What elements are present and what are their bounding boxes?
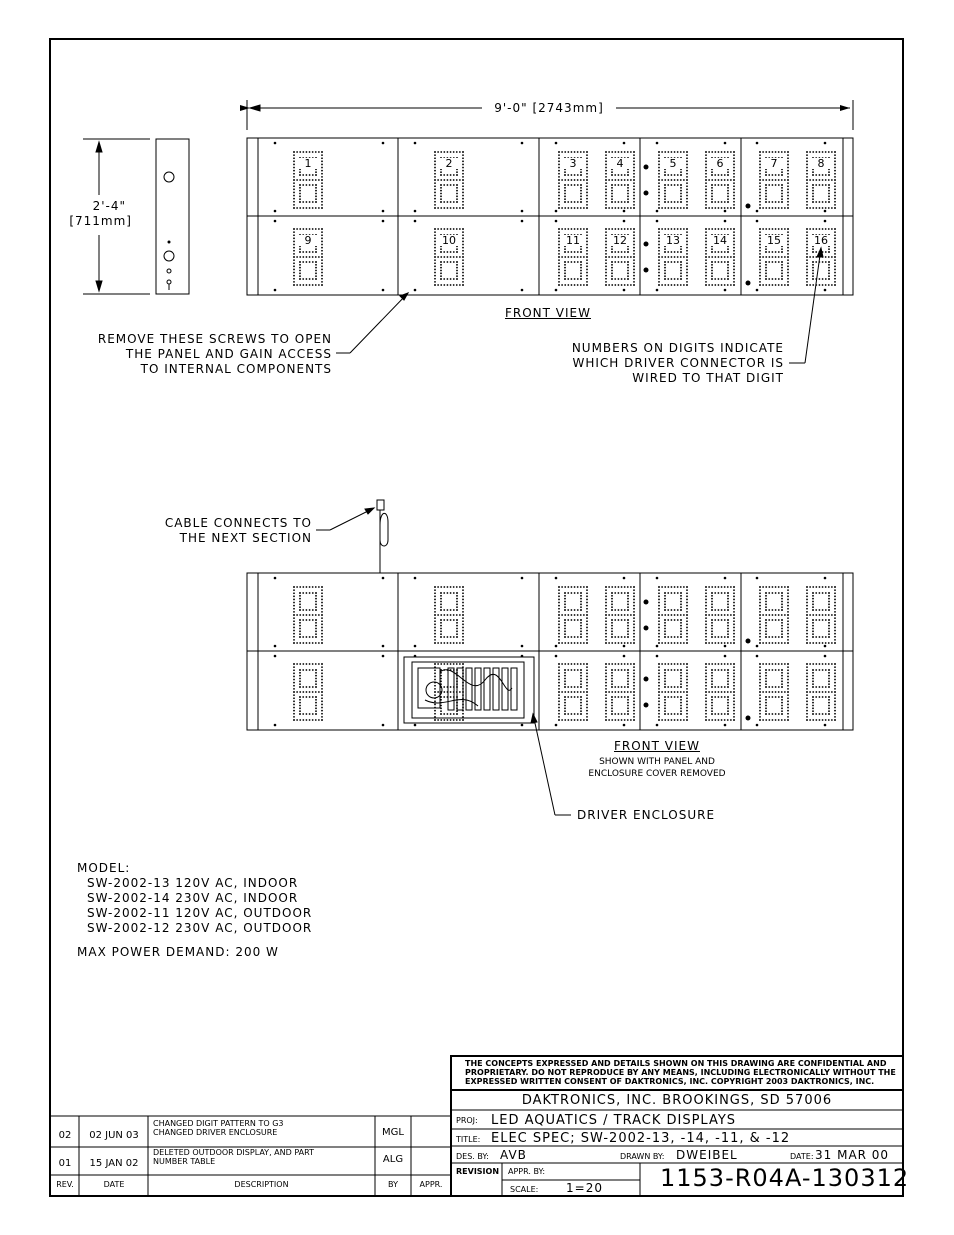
title-label: TITLE: (456, 1135, 481, 1144)
screw-1-7-b (724, 289, 727, 292)
screw-3-0-b (274, 724, 277, 727)
fv2-digit-top-4 (605, 586, 635, 644)
screw-3-4-a (555, 655, 558, 658)
screw-1-9-a (824, 220, 827, 223)
panel-screws (274, 142, 827, 727)
note-screws-1: REMOVE THESE SCREWS TO OPEN (97, 332, 332, 346)
screw-2-9-b (824, 645, 827, 648)
colon-dot-4 (644, 600, 649, 605)
date-label: DATE: (790, 1152, 814, 1161)
front-view-2-sub-2: ENCLOSURE COVER REMOVED (588, 769, 726, 779)
screw-3-2-b (414, 724, 417, 727)
rev-row-2-rev: 01 (58, 1158, 72, 1169)
screw-0-0-b (274, 210, 277, 213)
height-dimension-ft: 2'-4" (92, 199, 126, 213)
note-numbers-1: NUMBERS ON DIGITS INDICATE (571, 341, 784, 355)
screw-3-3-b (521, 724, 524, 727)
digit-number-11: 11 (562, 235, 584, 246)
screw-3-8-a (756, 655, 759, 658)
company-line: DAKTRONICS, INC. BROOKINGS, SD 57006 (521, 1093, 833, 1108)
driver-connector-5 (484, 668, 490, 710)
screw-1-8-a (756, 220, 759, 223)
digit-number-2: 2 (438, 158, 460, 169)
screw-0-5-b (623, 210, 626, 213)
screw-0-2-a (414, 142, 417, 145)
screw-3-4-b (555, 724, 558, 727)
screw-2-0-b (274, 645, 277, 648)
digit-number-4: 4 (609, 158, 631, 169)
rev-header-description: DESCRIPTION (234, 1180, 289, 1189)
rev-row-2-by: ALG (382, 1154, 404, 1165)
rev-row-1-by: MGL (382, 1127, 404, 1138)
screw-3-5-b (623, 724, 626, 727)
screw-0-7-a (724, 142, 727, 145)
screw-0-7-b (724, 210, 727, 213)
fv2-digit-bottom-7 (759, 663, 789, 721)
screw-3-6-a (656, 655, 659, 658)
rev-row-1-date: 02 JUN 03 (89, 1130, 139, 1141)
fv2-digit-top-6 (705, 586, 735, 644)
scale-value: 1=20 (566, 1181, 603, 1195)
screw-3-7-a (724, 655, 727, 658)
rev-header-date: DATE (103, 1180, 125, 1189)
screw-0-8-a (756, 142, 759, 145)
screw-2-2-a (414, 577, 417, 580)
driver-connector-1 (448, 668, 454, 710)
screw-1-6-b (656, 289, 659, 292)
screw-3-7-b (724, 724, 727, 727)
model-line-3: SW-2002-11 120V AC, OUTDOOR (87, 906, 313, 920)
screw-2-4-b (555, 645, 558, 648)
colon-dot-3 (644, 268, 649, 273)
screw-0-9-a (824, 142, 827, 145)
screw-2-8-b (756, 645, 759, 648)
screw-2-7-a (724, 577, 727, 580)
screw-1-2-b (414, 289, 417, 292)
colon-dot-7 (644, 703, 649, 708)
screw-3-0-a (274, 655, 277, 658)
screw-1-5-a (623, 220, 626, 223)
screw-2-1-a (382, 577, 385, 580)
screw-0-8-b (756, 210, 759, 213)
screw-1-7-a (724, 220, 727, 223)
screw-0-2-b (414, 210, 417, 213)
model-heading: MODEL: (77, 861, 131, 875)
screw-2-8-a (756, 577, 759, 580)
decimal-dot-0 (746, 204, 751, 209)
screw-2-6-b (656, 645, 659, 648)
screw-0-0-a (274, 142, 277, 145)
colon-dot-5 (644, 626, 649, 631)
digit-number-7: 7 (763, 158, 785, 169)
title-value: ELEC SPEC; SW-2002-13, -14, -11, & -12 (491, 1131, 791, 1146)
proj-label: PROJ: (456, 1116, 478, 1125)
digit-number-16: 16 (810, 235, 832, 246)
screw-2-7-b (724, 645, 727, 648)
screw-3-9-a (824, 655, 827, 658)
screw-1-3-a (521, 220, 524, 223)
screw-3-6-b (656, 724, 659, 727)
screw-0-9-b (824, 210, 827, 213)
drawn-label: DRAWN BY: (620, 1152, 665, 1161)
screw-2-5-b (623, 645, 626, 648)
digit-number-9: 9 (297, 235, 319, 246)
fv2-digit-top-8 (806, 586, 836, 644)
fv2-digit-top-7 (759, 586, 789, 644)
screw-2-5-a (623, 577, 626, 580)
screw-2-3-b (521, 645, 524, 648)
screw-0-1-b (382, 210, 385, 213)
model-line-1: SW-2002-13 120V AC, INDOOR (87, 876, 299, 890)
revision-label: REVISION (456, 1167, 500, 1176)
scale-label: SCALE: (510, 1185, 539, 1194)
model-line-2: SW-2002-14 230V AC, INDOOR (87, 891, 299, 905)
screw-3-8-b (756, 724, 759, 727)
digit-number-1: 1 (297, 158, 319, 169)
rev-row-2-date: 15 JAN 02 (89, 1158, 139, 1169)
rev-row-1-rev: 02 (58, 1130, 72, 1141)
colon-dot-0 (644, 165, 649, 170)
screw-3-1-a (382, 655, 385, 658)
colon-dot-2 (644, 242, 649, 247)
digit-number-3: 3 (562, 158, 584, 169)
fv2-digit-bottom-8 (806, 663, 836, 721)
width-dimension-label: 9'-0" [2743mm] (494, 101, 604, 115)
date-value: 31 MAR 00 (815, 1148, 890, 1162)
model-line-4: SW-2002-12 230V AC, OUTDOOR (87, 921, 313, 935)
note-screws-3: TO INTERNAL COMPONENTS (140, 362, 332, 376)
digit-number-8: 8 (810, 158, 832, 169)
screw-1-9-b (824, 289, 827, 292)
front-view-2-sub-1: SHOWN WITH PANEL AND (599, 757, 715, 767)
digit-number-10: 10 (438, 235, 460, 246)
fv2-digit-bottom-4 (605, 663, 635, 721)
screw-0-3-a (521, 142, 524, 145)
screw-2-0-a (274, 577, 277, 580)
screw-2-6-a (656, 577, 659, 580)
driver-connector-2 (457, 668, 463, 710)
fv2-digit-bottom-3 (558, 663, 588, 721)
screw-1-5-b (623, 289, 626, 292)
note-screws-2: THE PANEL AND GAIN ACCESS (125, 347, 332, 361)
screw-0-1-a (382, 142, 385, 145)
fv2-digit-bottom-5 (658, 663, 688, 721)
digit-number-12: 12 (609, 235, 631, 246)
digit-number-15: 15 (763, 235, 785, 246)
screw-1-1-b (382, 289, 385, 292)
confidential-2: PROPRIETARY. DO NOT REPRODUCE BY ANY MEANS, INCLUDING ELECTRONICALLY WITHOUT THE (465, 1068, 896, 1077)
digit-number-6: 6 (709, 158, 731, 169)
front-view-1-label: FRONT VIEW (504, 306, 591, 320)
note-numbers-2: WHICH DRIVER CONNECTOR IS (572, 356, 784, 370)
screw-2-3-a (521, 577, 524, 580)
screw-3-9-b (824, 724, 827, 727)
des-label: DES. BY: (456, 1152, 489, 1161)
screw-0-4-a (555, 142, 558, 145)
front-view-2-label: FRONT VIEW (613, 739, 700, 753)
screw-1-6-a (656, 220, 659, 223)
fv2-digit-bottom-1 (293, 663, 323, 721)
confidential-3: EXPRESSED WRITTEN CONSENT OF DAKTRONICS, INC. COPYRIGHT 2003 DAKTRONICS, INC. (465, 1077, 875, 1086)
note-numbers-3: WIRED TO THAT DIGIT (632, 371, 784, 385)
fv2-digit-top-3 (558, 586, 588, 644)
colon-dot-6 (644, 677, 649, 682)
fv2-digit-top-1 (293, 586, 323, 644)
decimal-dot-2 (746, 639, 751, 644)
screw-0-6-b (656, 210, 659, 213)
screw-3-1-b (382, 724, 385, 727)
front-view-2-panels (247, 500, 853, 730)
rev-header-rev: REV. (56, 1180, 74, 1189)
screw-2-1-b (382, 645, 385, 648)
des-value: AVB (500, 1148, 527, 1162)
screw-0-3-b (521, 210, 524, 213)
screw-2-2-b (414, 645, 417, 648)
rev-row-1-desc-1: CHANGED DIGIT PATTERN TO G3 (153, 1119, 284, 1128)
digit-number-13: 13 (662, 235, 684, 246)
screw-1-4-b (555, 289, 558, 292)
screw-1-1-a (382, 220, 385, 223)
fv2-digit-top-2 (434, 586, 464, 644)
screw-3-5-a (623, 655, 626, 658)
fv2-digit-top-5 (658, 586, 688, 644)
rev-row-1-desc-2: CHANGED DRIVER ENCLOSURE (153, 1128, 278, 1137)
front-view-1-digits (293, 151, 836, 286)
decimal-dot-1 (746, 281, 751, 286)
height-dimension-mm: [711mm] (69, 214, 132, 228)
screw-1-0-a (274, 220, 277, 223)
max-power: MAX POWER DEMAND: 200 W (77, 945, 279, 959)
screw-1-8-b (756, 289, 759, 292)
drawn-value: DWEIBEL (676, 1148, 738, 1162)
screw-0-6-a (656, 142, 659, 145)
screw-1-4-a (555, 220, 558, 223)
rev-header-by: BY (388, 1180, 398, 1189)
note-cable-2: THE NEXT SECTION (179, 531, 312, 545)
digit-number-5: 5 (662, 158, 684, 169)
fv2-digit-bottom-6 (705, 663, 735, 721)
digit-number-14: 14 (709, 235, 731, 246)
confidential-1: THE CONCEPTS EXPRESSED AND DETAILS SHOWN ON THIS DRAWING ARE CONFIDENTIAL AND (465, 1059, 887, 1068)
screw-3-3-a (521, 655, 524, 658)
drawing-number: 1153-R04A-130312 (660, 1164, 910, 1192)
proj-value: LED AQUATICS / TRACK DISPLAYS (491, 1113, 737, 1128)
rev-row-2-desc-2: NUMBER TABLE (153, 1157, 216, 1166)
screw-1-0-b (274, 289, 277, 292)
note-cable-1: CABLE CONNECTS TO (164, 516, 312, 530)
screw-2-9-a (824, 577, 827, 580)
appr-label: APPR. BY: (508, 1167, 546, 1176)
screw-0-4-b (555, 210, 558, 213)
screw-0-5-a (623, 142, 626, 145)
screw-1-3-b (521, 289, 524, 292)
fv2-digit-bottom-2 (434, 663, 464, 721)
screw-2-4-a (555, 577, 558, 580)
rev-header-appr: APPR. (419, 1180, 443, 1189)
decimal-dot-3 (746, 716, 751, 721)
rev-row-2-desc-1: DELETED OUTDOOR DISPLAY, AND PART (153, 1148, 314, 1157)
note-driver-enclosure: DRIVER ENCLOSURE (577, 808, 716, 822)
screw-1-2-a (414, 220, 417, 223)
colon-dot-1 (644, 191, 649, 196)
screw-3-2-a (414, 655, 417, 658)
driver-connector-3 (466, 668, 472, 710)
front-view-2-digits (293, 586, 836, 721)
